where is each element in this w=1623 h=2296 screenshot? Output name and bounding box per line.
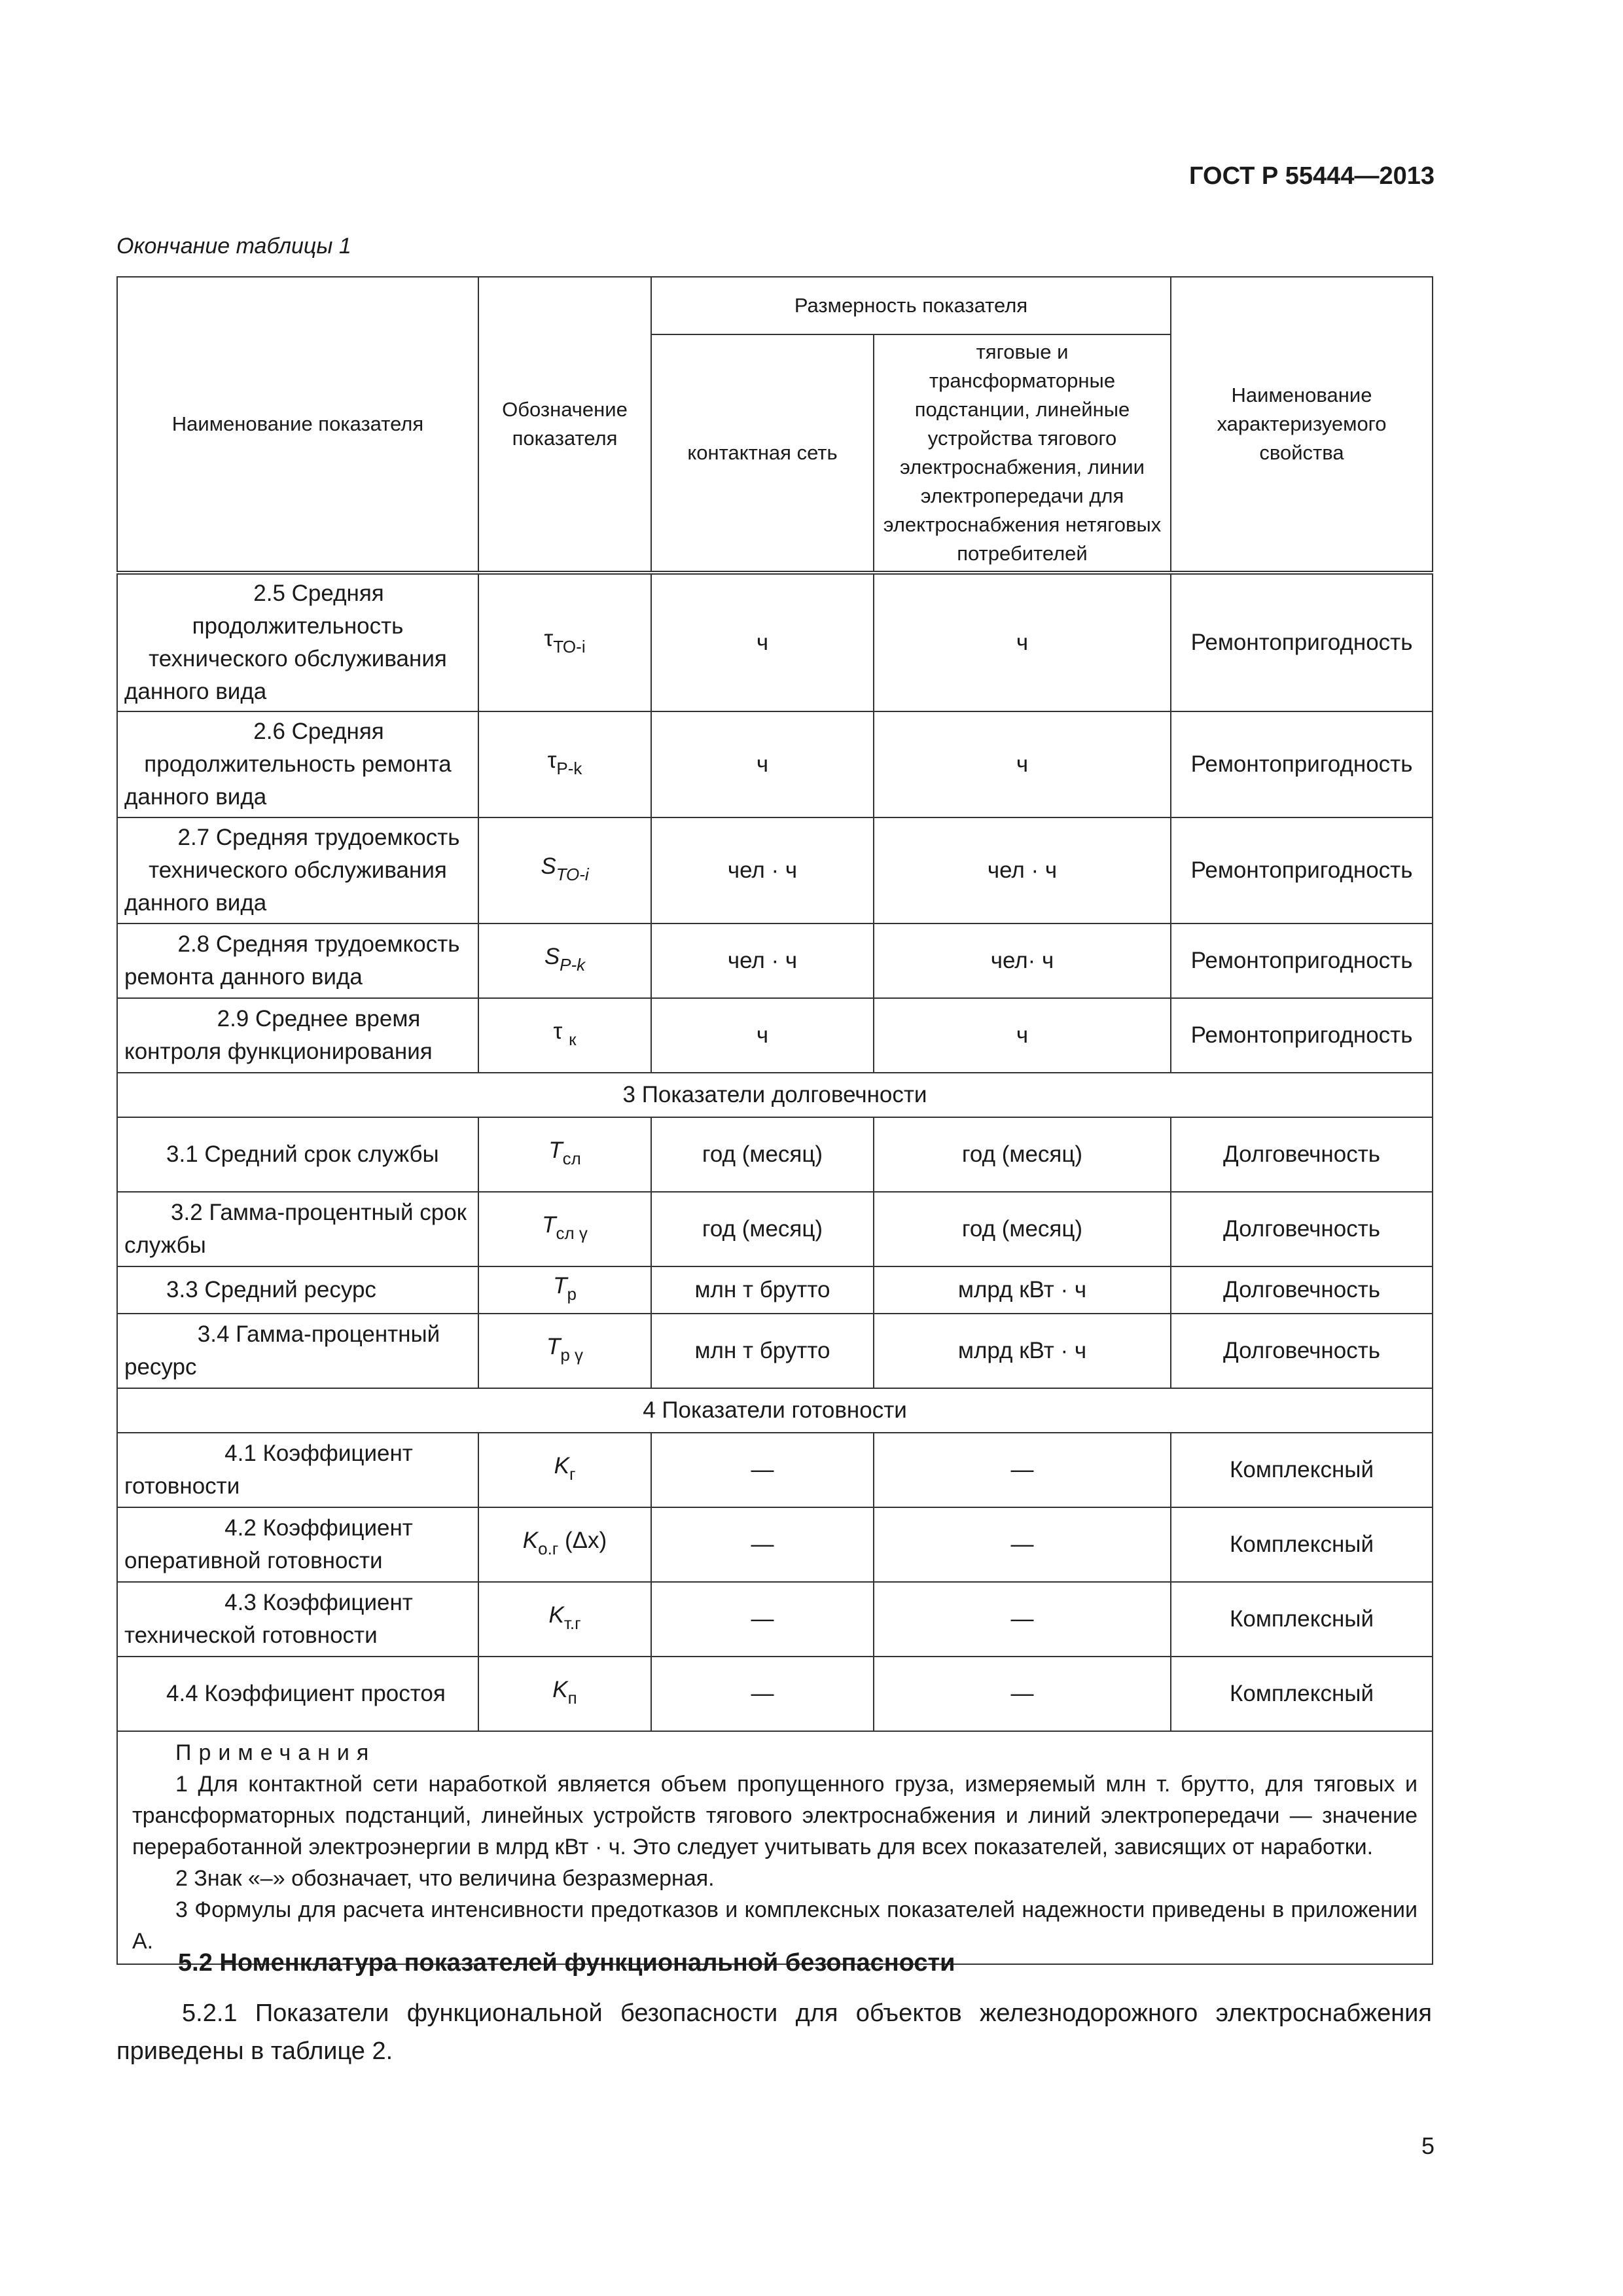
property-name: Комплексный bbox=[1171, 1657, 1433, 1731]
indicator-symbol: $S_{ТО-i}$ bbox=[478, 817, 651, 924]
indicator-symbol: $T_{сл}$ bbox=[478, 1117, 651, 1192]
substation-unit: — bbox=[874, 1582, 1171, 1657]
table-row bbox=[117, 817, 1433, 924]
contact-unit: год (месяц) bbox=[651, 1192, 874, 1266]
indicator-name: 2.8 Средняя трудоемкость ремонта данного вида bbox=[117, 924, 478, 998]
table-row bbox=[117, 1266, 1433, 1314]
indicator-name: 4.1 Коэффициент готовности bbox=[117, 1433, 478, 1507]
substation-unit: — bbox=[874, 1507, 1171, 1582]
substation-unit: ч bbox=[874, 573, 1171, 711]
indicator-symbol: $T_р$ bbox=[478, 1266, 651, 1314]
indicator-symbol: $T_{сл \gamma}$ bbox=[478, 1192, 651, 1266]
indicator-name: 2.7 Средняя трудоемкость технического обслуживания данного вида bbox=[117, 817, 478, 924]
note-item: 2 Знак «–» обозначает, что величина безразмерная. bbox=[175, 1866, 715, 1891]
indicator-symbol: $T_{р \gamma}$ bbox=[478, 1314, 651, 1388]
indicator-symbol: $K_{т.г}$ bbox=[478, 1582, 651, 1657]
table-row bbox=[117, 1433, 1433, 1507]
table-notes bbox=[117, 1731, 1433, 1964]
table-row bbox=[117, 998, 1433, 1073]
contact-unit: — bbox=[651, 1507, 874, 1582]
property-name: Долговечность bbox=[1171, 1192, 1433, 1266]
table-row bbox=[117, 1507, 1433, 1582]
property-name: Ремонтопригодность bbox=[1171, 817, 1433, 924]
table-row bbox=[117, 1192, 1433, 1266]
substation-unit: чел· ч bbox=[874, 924, 1171, 998]
indicator-name: 3.2 Гамма-процентный срок службы bbox=[117, 1192, 478, 1266]
standard-code: ГОСТ Р 55444—2013 bbox=[1189, 162, 1435, 190]
indicator-name: 2.6 Средняя продолжительность ремонта данного вида bbox=[117, 711, 478, 817]
substation-unit: ч bbox=[874, 998, 1171, 1073]
substation-unit: — bbox=[874, 1657, 1171, 1731]
note-item: 1 Для контактной сети наработкой является объем пропущенного груза, измеряемый млн т. брутто, для тяговых и трансформаторных подстанций, линейных устройств тягового электроснабжения и линий электропередачи — значение переработанной электроэнергии в млрд кВт · ч. Это следует учитывать для всех показателей, зависящих от наработки. bbox=[132, 1772, 1418, 1859]
table-row bbox=[117, 573, 1433, 711]
indicator-name: 2.5 Средняя продолжительность технического обслуживания данного вида bbox=[117, 573, 478, 711]
property-name: Ремонтопригодность bbox=[1171, 711, 1433, 817]
substation-unit: ч bbox=[874, 711, 1171, 817]
page-number: 5 bbox=[1421, 2132, 1435, 2159]
section-title: 3 Показатели долговечности bbox=[117, 1073, 1433, 1117]
contact-unit: год (месяц) bbox=[651, 1117, 874, 1192]
contact-unit: млн т брутто bbox=[651, 1266, 874, 1314]
substation-unit: год (месяц) bbox=[874, 1192, 1171, 1266]
indicator-name: 3.1 Средний срок службы bbox=[117, 1117, 478, 1192]
section-row bbox=[117, 1073, 1433, 1117]
contact-unit: ч bbox=[651, 711, 874, 817]
table-row bbox=[117, 1117, 1433, 1192]
substation-unit: год (месяц) bbox=[874, 1117, 1171, 1192]
header-dimension-group: Размерность показателя bbox=[651, 277, 1171, 334]
table-row bbox=[117, 1314, 1433, 1388]
indicator-symbol: τ $_к$ bbox=[478, 998, 651, 1073]
table-caption: Окончание таблицы 1 bbox=[116, 234, 351, 259]
indicator-name: 3.4 Гамма-процентный ресурс bbox=[117, 1314, 478, 1388]
substation-unit: чел · ч bbox=[874, 817, 1171, 924]
contact-unit: — bbox=[651, 1657, 874, 1731]
substation-unit: — bbox=[874, 1433, 1171, 1507]
property-name: Долговечность bbox=[1171, 1266, 1433, 1314]
property-name: Долговечность bbox=[1171, 1117, 1433, 1192]
table-row bbox=[117, 1657, 1433, 1731]
header-contact-network: контактная сеть bbox=[651, 334, 874, 573]
indicators-table bbox=[116, 276, 1433, 1965]
property-name: Долговечность bbox=[1171, 1314, 1433, 1388]
header-property: Наименование характеризуемого свойства bbox=[1171, 277, 1433, 573]
table-row bbox=[117, 924, 1433, 998]
table-row bbox=[117, 711, 1433, 817]
indicator-symbol: $S_{Р-k}$ bbox=[478, 924, 651, 998]
indicator-symbol: $\tau_{ТО-i}$ bbox=[478, 573, 651, 711]
substation-unit: млрд кВт · ч bbox=[874, 1314, 1171, 1388]
indicator-symbol: $K_г$ bbox=[478, 1433, 651, 1507]
section-heading: 5.2 Номенклатура показателей функциональной безопасности bbox=[178, 1949, 955, 1977]
notes-title: Примечания bbox=[175, 1740, 376, 1765]
header-designation: Обозначение показателя bbox=[478, 277, 651, 573]
contact-unit: ч bbox=[651, 998, 874, 1073]
note-item: 3 Формулы для расчета интенсивности предотказов и комплексных показателей надежности приведены в приложении А. bbox=[132, 1897, 1418, 1954]
header-substations: тяговые и трансформаторные подстанции, линейные устройства тягового электроснабжения, линии электропередачи для электроснабжения нетяговых потребителей bbox=[874, 334, 1171, 573]
header-name: Наименование показателя bbox=[117, 277, 478, 573]
indicator-name: 3.3 Средний ресурс bbox=[117, 1266, 478, 1314]
notes-row bbox=[117, 1731, 1433, 1964]
indicator-symbol: $K_{о.г}$ (Δx) bbox=[478, 1507, 651, 1582]
indicator-symbol: $\tau_{Р-k}$ bbox=[478, 711, 651, 817]
property-name: Ремонтопригодность bbox=[1171, 998, 1433, 1073]
contact-unit: чел · ч bbox=[651, 817, 874, 924]
indicator-symbol: $K_п$ bbox=[478, 1657, 651, 1731]
contact-unit: — bbox=[651, 1582, 874, 1657]
section-title: 4 Показатели готовности bbox=[117, 1388, 1433, 1433]
substation-unit: млрд кВт · ч bbox=[874, 1266, 1171, 1314]
indicator-name: 2.9 Среднее время контроля функционирования bbox=[117, 998, 478, 1073]
section-paragraph: 5.2.1 Показатели функциональной безопасности для объектов железнодорожного электроснабжения приведены в таблице 2. bbox=[116, 2000, 1432, 2065]
contact-unit: — bbox=[651, 1433, 874, 1507]
property-name: Ремонтопригодность bbox=[1171, 573, 1433, 711]
table-row bbox=[117, 1582, 1433, 1657]
contact-unit: млн т брутто bbox=[651, 1314, 874, 1388]
section-row bbox=[117, 1388, 1433, 1433]
indicator-name: 4.3 Коэффициент технической готовности bbox=[117, 1582, 478, 1657]
indicator-name: 4.4 Коэффициент простоя bbox=[117, 1657, 478, 1731]
property-name: Ремонтопригодность bbox=[1171, 924, 1433, 998]
property-name: Комплексный bbox=[1171, 1507, 1433, 1582]
property-name: Комплексный bbox=[1171, 1582, 1433, 1657]
indicator-name: 4.2 Коэффициент оперативной готовности bbox=[117, 1507, 478, 1582]
contact-unit: ч bbox=[651, 573, 874, 711]
contact-unit: чел · ч bbox=[651, 924, 874, 998]
property-name: Комплексный bbox=[1171, 1433, 1433, 1507]
